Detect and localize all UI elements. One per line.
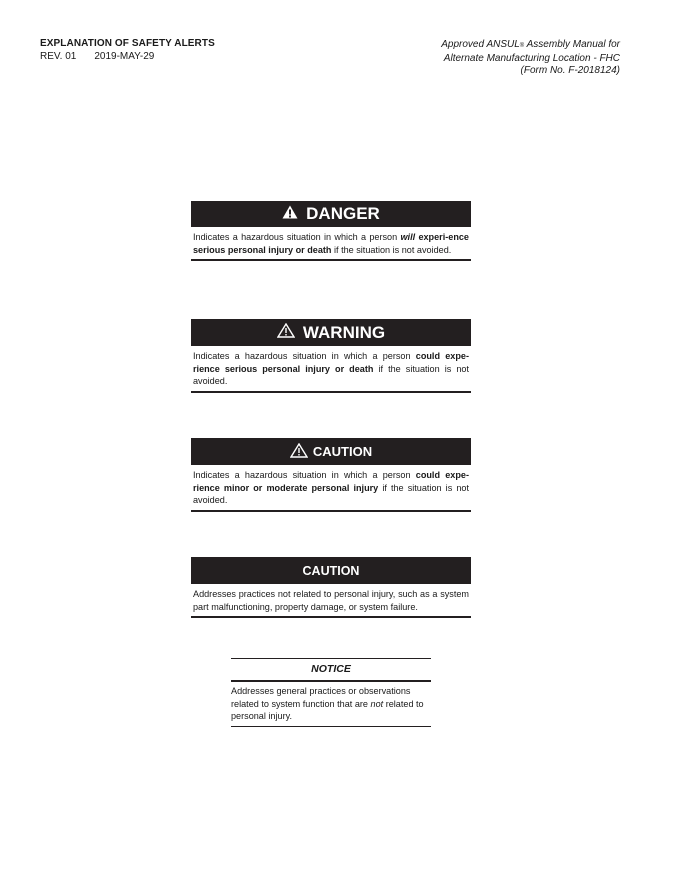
outline-warning-triangle-icon — [277, 323, 295, 343]
warning-alert — [191, 319, 471, 393]
notice-emphasis: not — [370, 698, 384, 709]
manual-title-line2: Alternate Manufacturing Location - FHC — [443, 52, 620, 64]
caution-plain-description: Addresses practices not related to personal injury, such as a system part malfunctioning, property damage, or system failure. — [191, 584, 471, 618]
revision-date: 2019-MAY-29 — [94, 51, 155, 62]
form-number: (Form No. F-2018124) — [520, 65, 620, 76]
caution-plain-label: CAUTION — [302, 563, 360, 578]
notice-description — [231, 682, 431, 727]
caution-alert-description — [191, 465, 471, 512]
danger-header-bar — [191, 201, 471, 227]
danger-bold-text: experi-ence serious personal injury or death — [193, 232, 469, 255]
caution-plain — [191, 557, 471, 618]
filled-warning-triangle-icon — [282, 204, 298, 224]
warning-text-2: if the situation is not avoided. — [193, 363, 469, 387]
caution-alert-text-2: if the situation is not avoided. — [193, 482, 469, 506]
danger-text-2: if the situation is not avoided. — [331, 244, 452, 255]
document-section-title: EXPLANATION OF SAFETY ALERTS — [40, 38, 215, 49]
manual-title-line1 — [441, 39, 620, 53]
danger-alert — [191, 201, 471, 261]
header-right — [441, 39, 620, 78]
caution-plain-header-bar — [191, 557, 471, 584]
manual-title-text: Approved ANSUL — [441, 39, 520, 50]
danger-text-1: Indicates a hazardous situation in which a person — [193, 232, 401, 242]
caution-alert — [191, 438, 471, 512]
registered-mark: ® — [519, 43, 525, 49]
warning-label: WARNING — [302, 322, 386, 342]
caution-alert-text-1: Indicates a hazardous situation in which a person — [193, 470, 416, 480]
header-left — [40, 38, 215, 62]
warning-bold-text: could expe-rience serious personal injury or death — [193, 351, 469, 374]
notice-label: NOTICE — [231, 659, 431, 682]
manual-title-text-2: Assembly Manual for — [524, 39, 620, 50]
notice-box — [231, 658, 431, 727]
notice-text-1: Addresses general practices or observations related to system function that are — [231, 686, 411, 709]
caution-alert-bold-text: could expe-rience minor or moderate personal injury — [193, 470, 469, 493]
warning-description — [191, 346, 471, 393]
revision-line — [40, 51, 215, 62]
danger-emphasis: will — [400, 232, 416, 242]
notice-text-2: related to personal injury. — [231, 698, 424, 722]
caution-alert-label: CAUTION — [312, 444, 373, 459]
revision-number: REV. 01 — [40, 51, 77, 62]
danger-description — [191, 227, 471, 261]
warning-text-1: Indicates a hazardous situation in which a person — [193, 351, 416, 361]
caution-alert-header-bar — [191, 438, 471, 465]
outline-warning-triangle-icon — [290, 443, 308, 461]
danger-label: DANGER — [306, 204, 380, 223]
warning-header-bar — [191, 319, 471, 346]
